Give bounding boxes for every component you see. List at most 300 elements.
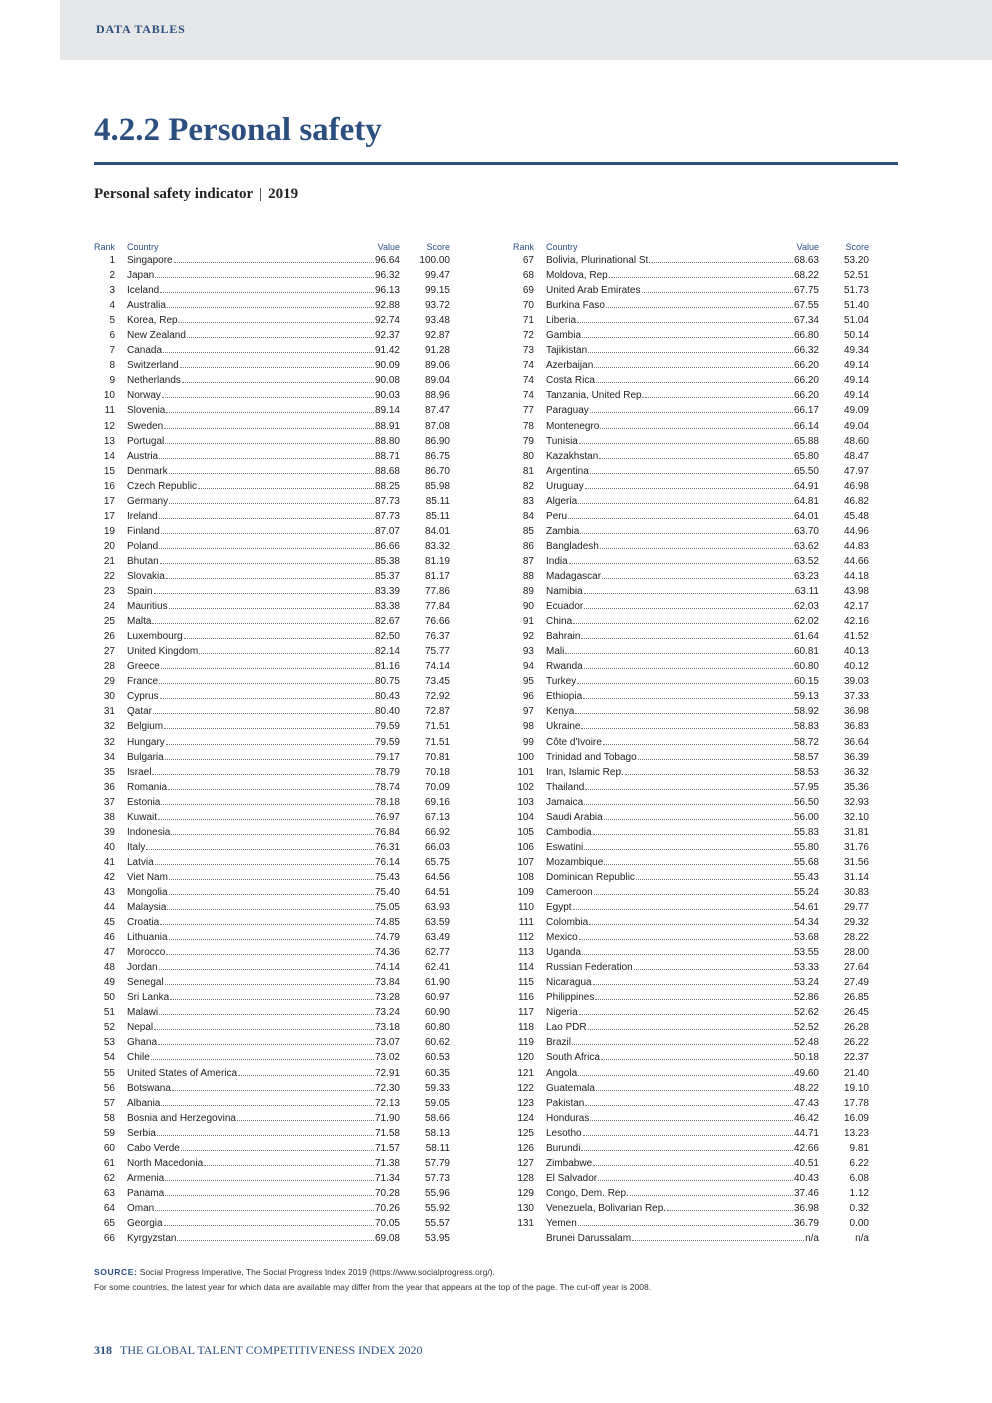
dot-leader xyxy=(580,532,793,534)
value-cell: 65.88 xyxy=(793,435,819,447)
country-value-cell xyxy=(115,1007,400,1018)
country-cell: India xyxy=(546,555,568,567)
dot-leader xyxy=(573,908,793,910)
value-cell: 53.55 xyxy=(793,947,819,959)
country-cell: Lao PDR xyxy=(546,1022,587,1034)
country-value-cell xyxy=(534,887,819,898)
dot-leader xyxy=(630,1194,793,1196)
rank-cell: 61 xyxy=(103,1157,115,1169)
country-cell: Latvia xyxy=(127,856,154,868)
value-cell: 87.73 xyxy=(374,510,400,522)
country-value-cell xyxy=(534,481,819,492)
country-value-cell xyxy=(534,661,819,672)
table-row xyxy=(94,1218,450,1233)
rank-cell: 118 xyxy=(518,1022,534,1034)
score-cell: 0.00 xyxy=(849,1218,869,1229)
country-value-cell xyxy=(534,1113,819,1124)
score-cell: 74.14 xyxy=(424,661,450,673)
table-row xyxy=(513,812,869,827)
country-value-cell xyxy=(534,541,819,552)
table-row xyxy=(513,932,869,947)
dot-leader xyxy=(584,592,794,594)
score-cell: 60.90 xyxy=(424,1007,450,1019)
value-cell: 68.22 xyxy=(793,270,819,282)
country-value-cell xyxy=(115,737,400,748)
col-header-country: Country xyxy=(546,242,578,252)
table-row xyxy=(94,285,450,300)
country-cell: Botswana xyxy=(127,1082,171,1094)
table-row xyxy=(513,782,869,797)
country-cell: Thailand xyxy=(546,781,585,793)
table-row xyxy=(94,857,450,872)
country-cell: South Africa xyxy=(546,1052,600,1064)
table-subtitle xyxy=(94,186,298,203)
value-cell: 52.48 xyxy=(793,1037,819,1049)
rank-cell: 88 xyxy=(522,570,534,582)
value-cell: 71.90 xyxy=(374,1112,400,1124)
value-cell: 36.79 xyxy=(793,1218,819,1229)
country-cell: United States of America xyxy=(127,1067,238,1079)
value-cell: 92.37 xyxy=(374,330,400,342)
table-row xyxy=(513,1113,869,1128)
country-cell: Bosnia and Herzegovina xyxy=(127,1112,236,1124)
score-cell: 42.16 xyxy=(843,616,869,628)
score-cell: 60.97 xyxy=(424,992,450,1004)
score-cell: 0.32 xyxy=(849,1202,869,1214)
table-row xyxy=(94,1098,450,1113)
score-cell: 29.32 xyxy=(843,917,869,929)
dot-leader xyxy=(155,863,374,865)
country-value-cell xyxy=(115,496,400,507)
country-cell: Angola xyxy=(546,1067,578,1079)
col-header-score: Score xyxy=(426,242,450,252)
country-cell: Bulgaria xyxy=(127,751,164,763)
table-row xyxy=(94,616,450,631)
value-cell: 61.64 xyxy=(793,631,819,643)
rank-cell: 34 xyxy=(103,751,115,763)
country-cell: Sweden xyxy=(127,420,164,432)
score-cell: 89.04 xyxy=(424,375,450,387)
score-cell: 53.20 xyxy=(843,255,869,266)
table-row xyxy=(94,932,450,947)
rank-cell: 52 xyxy=(103,1022,115,1034)
country-cell: Jamaica xyxy=(546,796,584,808)
country-value-cell xyxy=(534,767,819,778)
source-label: SOURCE: xyxy=(94,1267,138,1277)
table-row xyxy=(513,1233,869,1248)
rank-cell: 73 xyxy=(522,345,534,357)
country-value-cell xyxy=(115,1173,400,1184)
dot-leader xyxy=(172,1089,374,1091)
country-cell: Tanzania, United Rep. xyxy=(546,390,645,402)
country-cell: Estonia xyxy=(127,796,161,808)
table-row xyxy=(94,767,450,782)
table-row xyxy=(94,676,450,691)
table-row xyxy=(94,315,450,330)
value-cell: 96.32 xyxy=(374,270,400,282)
table-row xyxy=(513,1068,869,1083)
score-cell: 58.13 xyxy=(424,1127,450,1139)
table-row xyxy=(513,947,869,962)
dot-leader xyxy=(165,983,374,985)
table-row xyxy=(94,902,450,917)
value-cell: 74.14 xyxy=(374,962,400,974)
table-row xyxy=(513,436,869,451)
table-right-column xyxy=(513,242,869,1248)
value-cell: 40.43 xyxy=(793,1172,819,1184)
value-cell: 78.74 xyxy=(374,781,400,793)
country-value-cell xyxy=(115,721,400,732)
rank-cell: 66 xyxy=(103,1233,115,1245)
country-cell: Bangladesh xyxy=(546,540,599,552)
score-cell: 86.70 xyxy=(424,465,450,477)
value-cell: 60.15 xyxy=(793,676,819,688)
country-cell: Uganda xyxy=(546,947,582,959)
dot-leader xyxy=(169,607,374,609)
rank-cell: 30 xyxy=(103,691,115,703)
country-cell: United Kingdom xyxy=(127,646,199,658)
rank-cell: 68 xyxy=(522,270,534,282)
country-cell: Cambodia xyxy=(546,826,592,838)
rank-cell: 83 xyxy=(522,495,534,507)
score-cell: 31.81 xyxy=(843,826,869,838)
country-cell: Iceland xyxy=(127,285,160,297)
value-cell: 50.18 xyxy=(793,1052,819,1064)
value-cell: 92.74 xyxy=(374,315,400,327)
score-cell: 36.39 xyxy=(843,751,869,763)
value-cell: 89.14 xyxy=(374,405,400,417)
country-cell: Tunisia xyxy=(546,435,578,447)
rank-cell: 126 xyxy=(517,1142,534,1154)
score-cell: 72.92 xyxy=(424,691,450,703)
rank-cell: 131 xyxy=(517,1218,534,1229)
value-cell: 67.55 xyxy=(793,300,819,312)
table-row xyxy=(94,631,450,646)
rank-cell: 17 xyxy=(103,495,115,507)
country-cell: Rwanda xyxy=(546,661,583,673)
dot-leader xyxy=(152,622,374,624)
country-value-cell xyxy=(534,1083,819,1094)
country-value-cell xyxy=(534,1218,819,1229)
country-value-cell xyxy=(534,977,819,988)
country-value-cell xyxy=(534,405,819,416)
rank-cell: 129 xyxy=(517,1187,534,1199)
score-cell: 100.00 xyxy=(419,255,450,266)
header-band xyxy=(60,0,992,60)
dot-leader xyxy=(153,712,374,714)
country-cell: Bahrain xyxy=(546,631,581,643)
score-cell: 37.33 xyxy=(843,691,869,703)
score-cell: 62.41 xyxy=(424,962,450,974)
dot-leader xyxy=(636,878,793,880)
score-cell: 29.77 xyxy=(843,902,869,914)
country-cell: Madagascar xyxy=(546,570,602,582)
country-value-cell xyxy=(115,1052,400,1063)
dot-leader xyxy=(166,953,374,955)
value-cell: 54.61 xyxy=(793,902,819,914)
score-cell: 44.18 xyxy=(843,570,869,582)
rank-cell: 26 xyxy=(103,631,115,643)
dot-leader xyxy=(600,547,793,549)
score-cell: 87.47 xyxy=(424,405,450,417)
score-cell: 81.19 xyxy=(424,555,450,567)
table-row xyxy=(513,556,869,571)
country-value-cell xyxy=(534,436,819,447)
value-cell: 52.62 xyxy=(793,1007,819,1019)
country-cell: Jordan xyxy=(127,962,158,974)
score-cell: 89.06 xyxy=(424,360,450,372)
rank-cell: 12 xyxy=(103,420,115,432)
dot-leader xyxy=(238,1074,374,1076)
score-cell: 31.76 xyxy=(843,841,869,853)
score-cell: 63.49 xyxy=(424,932,450,944)
country-value-cell xyxy=(115,345,400,356)
country-value-cell xyxy=(534,812,819,823)
country-value-cell xyxy=(115,691,400,702)
value-cell: 66.20 xyxy=(793,390,819,402)
dot-leader xyxy=(161,1104,374,1106)
score-cell: 49.14 xyxy=(843,375,869,387)
table-row xyxy=(513,1173,869,1188)
score-cell: 99.47 xyxy=(424,270,450,282)
table-row xyxy=(94,827,450,842)
score-cell: 64.56 xyxy=(424,871,450,883)
rank-cell: 90 xyxy=(522,601,534,613)
page-title: 4.2.2 Personal safety xyxy=(94,112,382,148)
dot-leader xyxy=(157,1134,374,1136)
dot-leader xyxy=(167,306,374,308)
dot-leader xyxy=(164,427,374,429)
score-cell: 32.93 xyxy=(843,796,869,808)
country-cell: Colombia xyxy=(546,917,589,929)
country-value-cell xyxy=(115,285,400,296)
country-value-cell xyxy=(115,375,400,386)
country-value-cell xyxy=(115,676,400,687)
country-cell: Russian Federation xyxy=(546,962,633,974)
rank-cell: 1 xyxy=(109,255,115,266)
rank-cell: 86 xyxy=(522,540,534,552)
score-cell: 36.64 xyxy=(843,736,869,748)
country-value-cell xyxy=(534,1188,819,1199)
dot-leader xyxy=(165,442,374,444)
rank-cell: 81 xyxy=(522,465,534,477)
country-cell: Kuwait xyxy=(127,811,158,823)
score-cell: 41.52 xyxy=(843,631,869,643)
country-cell: Ethiopia xyxy=(546,691,583,703)
dot-leader xyxy=(590,411,793,413)
value-cell: 68.63 xyxy=(793,255,819,266)
country-value-cell xyxy=(115,330,400,341)
value-cell: 70.26 xyxy=(374,1202,400,1214)
rank-cell: 40 xyxy=(103,841,115,853)
dot-leader xyxy=(165,1194,374,1196)
rank-cell: 105 xyxy=(517,826,534,838)
table-row xyxy=(513,1158,869,1173)
dot-leader xyxy=(588,351,793,353)
rank-cell: 95 xyxy=(522,676,534,688)
country-value-cell xyxy=(115,767,400,778)
rank-cell: 32 xyxy=(103,736,115,748)
value-cell: 64.81 xyxy=(793,495,819,507)
value-cell: 46.42 xyxy=(793,1112,819,1124)
dot-leader xyxy=(596,1089,793,1091)
country-value-cell xyxy=(115,556,400,567)
value-cell: 91.42 xyxy=(374,345,400,357)
country-cell: Nigeria xyxy=(546,1007,578,1019)
country-cell: Ghana xyxy=(127,1037,158,1049)
score-cell: 36.32 xyxy=(843,766,869,778)
table-row xyxy=(94,661,450,676)
rank-cell: 80 xyxy=(522,450,534,462)
country-value-cell xyxy=(534,466,819,477)
rank-cell: 78 xyxy=(522,420,534,432)
rank-cell: 32 xyxy=(103,721,115,733)
rank-cell: 15 xyxy=(103,465,115,477)
dot-leader xyxy=(645,396,793,398)
score-cell: 86.75 xyxy=(424,450,450,462)
dot-leader xyxy=(159,1013,374,1015)
country-cell: Poland xyxy=(127,540,159,552)
dot-leader xyxy=(590,472,793,474)
score-cell: 55.57 xyxy=(424,1218,450,1229)
table-row xyxy=(513,691,869,706)
country-value-cell xyxy=(115,1068,400,1079)
dot-leader xyxy=(199,652,374,654)
country-cell: Oman xyxy=(127,1202,155,1214)
country-cell: Germany xyxy=(127,495,169,507)
table-row xyxy=(513,345,869,360)
country-value-cell xyxy=(115,827,400,838)
source-text: Social Progress Imperative, The Social Progress Index 2019 (https://www.socialprogress.org/). xyxy=(139,1267,495,1277)
table-row xyxy=(94,947,450,962)
country-value-cell xyxy=(115,917,400,928)
country-cell: Brunei Darussalam xyxy=(546,1233,632,1245)
country-cell: United Arab Emirates xyxy=(546,285,641,297)
score-cell: 44.96 xyxy=(843,525,869,537)
country-cell: Guatemala xyxy=(546,1082,595,1094)
dot-leader xyxy=(180,366,374,368)
table-row xyxy=(513,1022,869,1037)
country-value-cell xyxy=(534,842,819,853)
score-cell: 71.51 xyxy=(424,721,450,733)
value-cell: 83.39 xyxy=(374,586,400,598)
country-value-cell xyxy=(534,721,819,732)
dot-leader xyxy=(578,1224,793,1226)
country-value-cell xyxy=(534,1143,819,1154)
country-value-cell xyxy=(534,902,819,913)
table-row xyxy=(513,902,869,917)
rank-cell: 16 xyxy=(103,480,115,492)
country-value-cell xyxy=(115,421,400,432)
table-row xyxy=(94,405,450,420)
country-value-cell xyxy=(534,360,819,371)
dot-leader xyxy=(151,1058,374,1060)
value-cell: 88.91 xyxy=(374,420,400,432)
country-cell: Czech Republic xyxy=(127,480,198,492)
table-row xyxy=(94,1007,450,1022)
table-row xyxy=(513,962,869,977)
table-row xyxy=(94,752,450,767)
score-cell: 19.10 xyxy=(843,1082,869,1094)
table-row xyxy=(513,631,869,646)
table-row xyxy=(94,511,450,526)
score-cell: 1.12 xyxy=(849,1187,869,1199)
country-value-cell xyxy=(115,481,400,492)
score-cell: 53.95 xyxy=(424,1233,450,1245)
table-row xyxy=(513,977,869,992)
value-cell: 55.83 xyxy=(793,826,819,838)
score-cell: 85.98 xyxy=(424,480,450,492)
country-cell: Netherlands xyxy=(127,375,181,387)
table-row xyxy=(94,1113,450,1128)
table-row xyxy=(94,375,450,390)
score-cell: 67.13 xyxy=(424,811,450,823)
rank-cell: 48 xyxy=(103,962,115,974)
publication-title: THE GLOBAL TALENT COMPETITIVENESS INDEX 2020 xyxy=(120,1343,423,1357)
table-row xyxy=(513,451,869,466)
country-value-cell xyxy=(115,586,400,597)
rank-cell: 41 xyxy=(103,856,115,868)
country-value-cell xyxy=(115,646,400,657)
rank-cell: 127 xyxy=(517,1157,534,1169)
table-row xyxy=(94,962,450,977)
score-cell: 13.23 xyxy=(843,1127,869,1139)
dot-leader xyxy=(588,1028,793,1030)
dot-leader xyxy=(579,442,793,444)
country-cell: Venezuela, Bolivarian Rep. xyxy=(546,1202,667,1214)
country-value-cell xyxy=(115,616,400,627)
rank-cell: 49 xyxy=(103,977,115,989)
rank-cell: 79 xyxy=(522,435,534,447)
value-cell: 63.52 xyxy=(793,555,819,567)
score-cell: 31.14 xyxy=(843,871,869,883)
dot-leader xyxy=(169,878,374,880)
table-row xyxy=(513,1098,869,1113)
table-row xyxy=(94,1203,450,1218)
rank-cell: 20 xyxy=(103,540,115,552)
country-cell: Cameroon xyxy=(546,886,593,898)
dot-leader xyxy=(146,848,374,850)
table-header xyxy=(513,242,869,255)
table-row xyxy=(94,691,450,706)
value-cell: 64.01 xyxy=(793,510,819,522)
rank-cell: 50 xyxy=(103,992,115,1004)
value-cell: 75.40 xyxy=(374,886,400,898)
table-row xyxy=(94,270,450,285)
dot-leader xyxy=(585,1104,793,1106)
value-cell: 65.50 xyxy=(793,465,819,477)
dot-leader xyxy=(171,833,374,835)
value-cell: 40.51 xyxy=(793,1157,819,1169)
value-cell: 73.07 xyxy=(374,1037,400,1049)
table-row xyxy=(513,390,869,405)
dot-leader xyxy=(160,291,374,293)
table-row xyxy=(513,481,869,496)
country-cell: Bhutan xyxy=(127,555,159,567)
dot-leader xyxy=(159,968,374,970)
table-row xyxy=(513,375,869,390)
country-cell: Malta xyxy=(127,616,152,628)
dot-leader xyxy=(161,667,374,669)
score-cell: 60.80 xyxy=(424,1022,450,1034)
score-cell: 49.09 xyxy=(843,405,869,417)
table-row xyxy=(513,586,869,601)
dot-leader xyxy=(579,1013,793,1015)
rank-cell: 116 xyxy=(518,992,534,1004)
country-value-cell xyxy=(115,1143,400,1154)
value-cell: 82.67 xyxy=(374,616,400,628)
value-cell: 71.34 xyxy=(374,1172,400,1184)
